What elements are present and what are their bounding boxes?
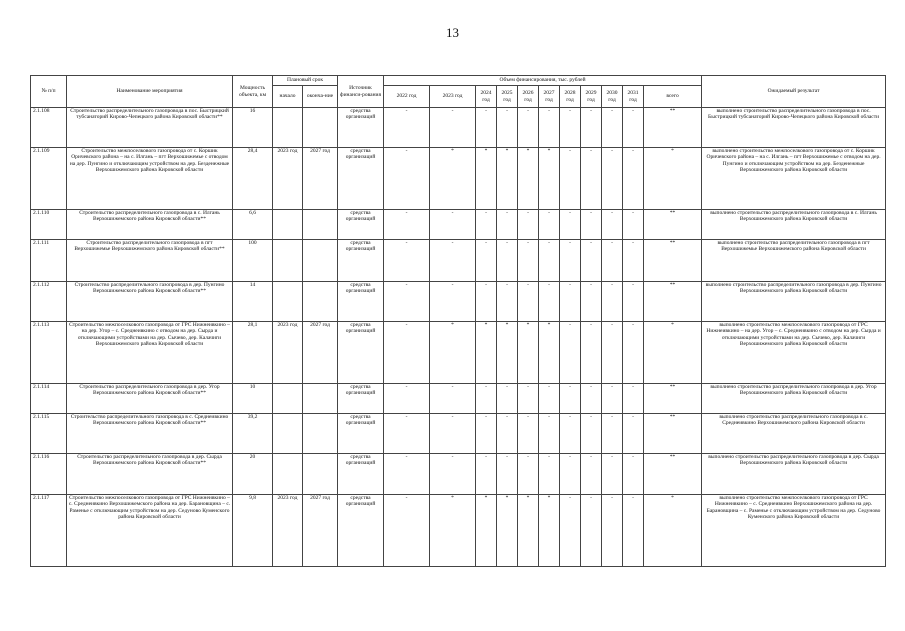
funding-cell: - (560, 322, 581, 384)
event-name-cell: Строительство межпоселкового газопровода от ГРС Нижнеивкино – на дер. Угор – с. Среднеивкино с отводом на дер. Сырда и отключающими устройствами на дер. Сычево, дер. Калачиги Верхошижемского района Кировской области (67, 322, 233, 384)
row-number-cell: 2.1.108 (31, 108, 67, 148)
table-row (31, 414, 886, 454)
table-row (31, 322, 886, 384)
funding-cell: - (497, 454, 518, 495)
row-number-cell: 2.1.110 (31, 210, 67, 240)
funding-cell: - (518, 282, 539, 322)
funding-cell: - (430, 108, 476, 148)
source-cell: средства организаций (338, 210, 384, 240)
funding-cell: - (518, 240, 539, 282)
funding-cell: - (602, 148, 623, 210)
capacity-cell: 16 (233, 108, 273, 148)
funding-cell: - (581, 495, 602, 567)
funding-cell: ** (644, 108, 702, 148)
source-cell: средства организаций (338, 240, 384, 282)
table-row (31, 495, 886, 567)
result-cell: выполнено строительство распределительного газопровода в дер. Пунгино Верхошижемского района Кировской области (702, 282, 886, 322)
header-year-2022: 2022 год (384, 86, 430, 108)
funding-cell: - (623, 322, 644, 384)
funding-cell: - (518, 384, 539, 414)
header-year-2031: 2031 год (623, 86, 644, 108)
funding-cell: - (560, 384, 581, 414)
row-number-cell: 2.1.116 (31, 454, 67, 495)
funding-cell: - (430, 240, 476, 282)
result-cell: выполнено строительство межпоселкового газопровода от ГРС Нижнеивкино – с. Среднеивкино Верхошижемского района на дер. Барановщина – с. Раменье с отключающим устройством на дер. Седуново Куменского района Кировской области (702, 495, 886, 567)
funding-cell: * (476, 148, 497, 210)
funding-cell: - (384, 148, 430, 210)
header-end: оконча-ние (303, 86, 338, 108)
capacity-cell: 100 (233, 240, 273, 282)
capacity-cell: 28,1 (233, 322, 273, 384)
row-number-cell: 2.1.111 (31, 240, 67, 282)
end-cell: 2027 год (303, 322, 338, 384)
result-cell: выполнено строительство межпоселкового газопровода от с. Коршик Оричевского района – на с. Илгань – пгт Верхошижемье с отводом на дер. Пунгино и отключающим устройством на дер. Безденежные Верхошижемского района Кировской области (702, 148, 886, 210)
result-cell: выполнено строительство межпоселкового газопровода от ГРС Нижнеивкино – на дер. Угор – с. Среднеивкино с отводом на дер. Сырда и отключающими устройствами на дер. Сычево, дер. Калачиги Верхошижемского района Кировской области (702, 322, 886, 384)
funding-cell: - (384, 210, 430, 240)
funding-cell: - (539, 384, 560, 414)
funding-cell: - (476, 240, 497, 282)
event-name-cell: Строительство распределительного газопровода в дер. Угор Верхошижемского района Кировской области** (67, 384, 233, 414)
result-cell: выполнено строительство распределительного газопровода в с. Илгань Верхошижемского района Кировской области (702, 210, 886, 240)
funding-cell: - (560, 282, 581, 322)
start-cell (273, 240, 303, 282)
start-cell (273, 108, 303, 148)
start-cell (273, 210, 303, 240)
funding-cell: - (384, 240, 430, 282)
header-result: Ожидаемый результат (702, 76, 886, 108)
result-cell: выполнено строительство распределительного газопровода в пос. Быстрицкий тубсанаторий Кирово-Чепецкого района Кировской области (702, 108, 886, 148)
result-cell: выполнено строительство распределительного газопровода в дер. Угор Верхошижемского района Кировской области (702, 384, 886, 414)
funding-cell: * (539, 148, 560, 210)
funding-cell: - (430, 384, 476, 414)
row-number-cell: 2.1.109 (31, 148, 67, 210)
funding-cell: - (623, 108, 644, 148)
funding-cell: ** (644, 240, 702, 282)
end-cell: 2027 год (303, 495, 338, 567)
event-name-cell: Строительство распределительного газопровода в пгт Верхошижемье Верхошижемского района Кировской области** (67, 240, 233, 282)
table-row (31, 108, 886, 148)
header-plan-term: Плановый срок (273, 76, 338, 86)
funding-table (30, 75, 886, 567)
funding-cell: - (476, 108, 497, 148)
event-name-cell: Строительство распределительного газопровода в дер. Пунгино Верхошижемского района Кировской области** (67, 282, 233, 322)
header-year-2027: 2027 год (539, 86, 560, 108)
funding-cell: - (430, 414, 476, 454)
funding-cell: - (384, 282, 430, 322)
end-cell (303, 282, 338, 322)
funding-cell: * (539, 322, 560, 384)
funding-cell: - (560, 454, 581, 495)
funding-cell: ** (644, 454, 702, 495)
funding-cell: - (539, 414, 560, 454)
header-year-2023: 2023 год (430, 86, 476, 108)
funding-cell: * (644, 322, 702, 384)
source-cell: средства организаций (338, 495, 384, 567)
end-cell (303, 414, 338, 454)
end-cell (303, 108, 338, 148)
funding-cell: - (560, 108, 581, 148)
funding-cell: - (518, 108, 539, 148)
funding-cell: - (539, 210, 560, 240)
header-source: Источник финанси-рования (338, 76, 384, 108)
funding-cell: - (560, 495, 581, 567)
capacity-cell: 39,2 (233, 414, 273, 454)
end-cell (303, 210, 338, 240)
funding-cell: - (518, 414, 539, 454)
event-name-cell: Строительство межпоселкового газопровода от с. Коршик Оричевского района – на с. Илгань – пгт Верхошижемье с отводом на дер. Пунгино и отключающим устройством на дер. Безденежные Верхошижемского района Кировской области (67, 148, 233, 210)
row-number-cell: 2.1.113 (31, 322, 67, 384)
row-number-cell: 2.1.115 (31, 414, 67, 454)
funding-cell: ** (644, 384, 702, 414)
start-cell: 2023 год (273, 148, 303, 210)
header-total: всего (644, 86, 702, 108)
funding-cell: - (623, 282, 644, 322)
row-number-cell: 2.1.117 (31, 495, 67, 567)
funding-cell: * (497, 495, 518, 567)
start-cell: 2023 год (273, 322, 303, 384)
header-year-2026: 2026 год (518, 86, 539, 108)
funding-cell: * (497, 148, 518, 210)
header-year-2029: 2029 год (581, 86, 602, 108)
end-cell (303, 240, 338, 282)
funding-cell: * (539, 495, 560, 567)
capacity-cell: 6,6 (233, 210, 273, 240)
funding-cell: ** (644, 210, 702, 240)
header-year-2028: 2028 год (560, 86, 581, 108)
funding-cell: - (384, 108, 430, 148)
funding-cell: - (581, 210, 602, 240)
start-cell (273, 454, 303, 495)
funding-cell: - (497, 384, 518, 414)
table-row (31, 148, 886, 210)
page-number: 13 (446, 25, 459, 40)
funding-cell: ** (644, 282, 702, 322)
event-name-cell: Строительство распределительного газопровода в с. Илгань Верхошижемского района Кировской области** (67, 210, 233, 240)
event-name-cell: Строительство межпоселкового газопровода от ГРС Нижнеивкино – с. Среднеивкино Верхошижемского района на дер. Барановщина – с. Раменье с отключающим устройством на дер. Седуново Куменского района Кировской области (67, 495, 233, 567)
funding-cell: - (602, 384, 623, 414)
table-row (31, 282, 886, 322)
funding-cell: - (602, 322, 623, 384)
funding-cell: - (623, 414, 644, 454)
funding-cell: - (623, 240, 644, 282)
header-capacity: Мощность объекта, км (233, 76, 273, 108)
funding-cell: - (560, 210, 581, 240)
header-funding: Объем финансирования, тыс. рублей (384, 76, 702, 86)
funding-cell: - (602, 414, 623, 454)
funding-cell: - (518, 454, 539, 495)
funding-cell: * (518, 495, 539, 567)
funding-cell: - (497, 282, 518, 322)
header-num: № п/п (31, 76, 67, 108)
funding-cell: - (581, 384, 602, 414)
funding-cell: - (384, 414, 430, 454)
table-row (31, 384, 886, 414)
funding-cell: - (560, 148, 581, 210)
funding-cell: - (623, 495, 644, 567)
funding-cell: - (476, 282, 497, 322)
funding-cell: - (560, 240, 581, 282)
end-cell (303, 384, 338, 414)
funding-cell: - (581, 148, 602, 210)
capacity-cell: 14 (233, 282, 273, 322)
funding-cell: * (644, 148, 702, 210)
funding-cell: - (623, 210, 644, 240)
funding-cell: - (602, 495, 623, 567)
row-number-cell: 2.1.112 (31, 282, 67, 322)
funding-cell: - (430, 454, 476, 495)
funding-cell: * (476, 322, 497, 384)
funding-cell: * (476, 495, 497, 567)
header-start: начало (273, 86, 303, 108)
capacity-cell: 20 (233, 454, 273, 495)
funding-cell: - (581, 414, 602, 454)
source-cell: средства организаций (338, 148, 384, 210)
funding-cell: ** (644, 414, 702, 454)
funding-cell: - (581, 322, 602, 384)
start-cell (273, 282, 303, 322)
funding-cell: - (602, 108, 623, 148)
funding-cell: - (518, 210, 539, 240)
funding-cell: - (602, 240, 623, 282)
funding-cell: * (644, 495, 702, 567)
funding-cell: - (539, 108, 560, 148)
funding-cell: * (430, 322, 476, 384)
funding-cell: * (518, 148, 539, 210)
table-body (31, 108, 886, 567)
end-cell: 2027 год (303, 148, 338, 210)
event-name-cell: Строительство распределительного газопровода в дер. Сырда Верхошижемского района Кировской области** (67, 454, 233, 495)
result-cell: выполнено строительство распределительного газопровода в пгт Верхошижемье Верхошижемского района Кировской области (702, 240, 886, 282)
source-cell: средства организаций (338, 108, 384, 148)
funding-cell: - (623, 384, 644, 414)
funding-cell: - (623, 454, 644, 495)
funding-cell: - (497, 108, 518, 148)
funding-cell: * (497, 322, 518, 384)
funding-cell: * (430, 148, 476, 210)
table-row (31, 454, 886, 495)
funding-cell: - (602, 282, 623, 322)
funding-cell: - (581, 282, 602, 322)
event-name-cell: Строительство распределительного газопровода в с. Среднеивкино Верхошижемского района Кировской области** (67, 414, 233, 454)
funding-cell: - (581, 108, 602, 148)
funding-cell: - (539, 454, 560, 495)
funding-cell: - (602, 454, 623, 495)
funding-cell: - (384, 322, 430, 384)
start-cell (273, 414, 303, 454)
start-cell (273, 384, 303, 414)
funding-cell: - (602, 210, 623, 240)
funding-cell: - (476, 414, 497, 454)
capacity-cell: 9,8 (233, 495, 273, 567)
header-year-2025: 2025 год (497, 86, 518, 108)
source-cell: средства организаций (338, 322, 384, 384)
event-name-cell: Строительство распределительного газопровода в пос. Быстрицкий тубсанаторий Кирово-Чепецкого района Кировской области** (67, 108, 233, 148)
funding-cell: - (539, 282, 560, 322)
source-cell: средства организаций (338, 384, 384, 414)
capacity-cell: 10 (233, 384, 273, 414)
funding-cell: - (581, 454, 602, 495)
table-row (31, 240, 886, 282)
source-cell: средства организаций (338, 414, 384, 454)
funding-cell: - (581, 240, 602, 282)
funding-cell: - (384, 495, 430, 567)
source-cell: средства организаций (338, 454, 384, 495)
row-number-cell: 2.1.114 (31, 384, 67, 414)
funding-cell: - (497, 240, 518, 282)
result-cell: выполнено строительство распределительного газопровода в с. Среднеивкино Верхошижемского района Кировской области (702, 414, 886, 454)
funding-cell: - (476, 384, 497, 414)
funding-cell: * (430, 495, 476, 567)
funding-cell: - (384, 454, 430, 495)
funding-cell: - (497, 210, 518, 240)
header-name: Наименование мероприятия (67, 76, 233, 108)
funding-cell: - (476, 454, 497, 495)
funding-cell: - (539, 240, 560, 282)
funding-cell: * (518, 322, 539, 384)
funding-cell: - (560, 414, 581, 454)
funding-cell: - (476, 210, 497, 240)
source-cell: средства организаций (338, 282, 384, 322)
header-year-2024: 2024 год (476, 86, 497, 108)
funding-cell: - (623, 148, 644, 210)
funding-cell: - (497, 414, 518, 454)
capacity-cell: 28,4 (233, 148, 273, 210)
result-cell: выполнено строительство распределительного газопровода в дер. Сырда Верхошижемского района Кировской области (702, 454, 886, 495)
header-year-2030: 2030 год (602, 86, 623, 108)
end-cell (303, 454, 338, 495)
start-cell: 2023 год (273, 495, 303, 567)
funding-cell: - (430, 210, 476, 240)
table-row (31, 210, 886, 240)
funding-cell: - (430, 282, 476, 322)
funding-cell: - (384, 384, 430, 414)
